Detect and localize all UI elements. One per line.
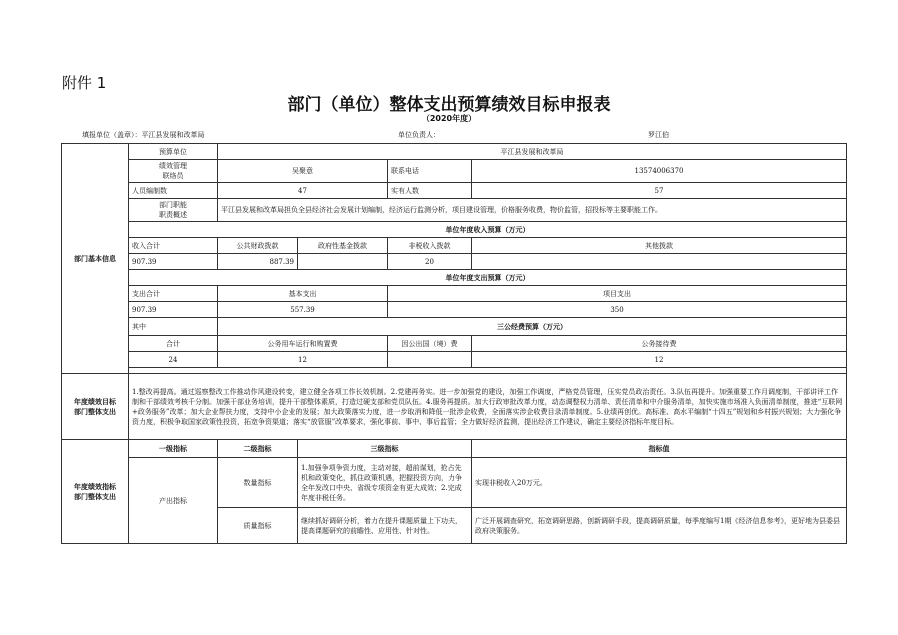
phone-value: 13574006370 xyxy=(472,160,847,183)
staff-actual-label: 实有人数 xyxy=(388,183,472,199)
indicator-value-quantity: 实现非税收入20万元。 xyxy=(472,458,847,508)
income-col-other: 其他拨款 xyxy=(472,238,847,254)
income-col-public: 公共财政拨款 xyxy=(218,238,298,254)
expense-val-project: 350 xyxy=(388,302,847,318)
expense-col-project: 项目支出 xyxy=(388,286,847,302)
expense-header: 单位年度支出预算（万元） xyxy=(129,270,847,286)
manager-value: 吴聚意 xyxy=(218,160,388,183)
fill-unit: 填报单位（盖章）：平江县发展和改革局 xyxy=(82,131,205,139)
income-val-total: 907.39 xyxy=(129,254,218,270)
income-col-nontax: 非税收入拨款 xyxy=(388,238,472,254)
income-val-nontax: 20 xyxy=(388,254,472,270)
indicator-header-value: 指标值 xyxy=(472,440,847,458)
form-title: 部门（单位）整体支出预算绩效目标申报表 xyxy=(287,95,611,115)
indicator-header-level3: 三级指标 xyxy=(298,440,472,458)
unit-head-label: 单位负责人： xyxy=(398,131,440,139)
among-label: 其中 xyxy=(129,318,218,336)
three-col-total: 合计 xyxy=(129,336,218,352)
three-col-reception: 公务接待费 xyxy=(472,336,847,352)
attachment-label: 附件 1 xyxy=(62,74,107,92)
staff-quota-value: 47 xyxy=(218,183,388,199)
phone-label: 联系电话 xyxy=(388,160,472,183)
duty-label: 部门职能 职责概述 xyxy=(129,199,218,222)
staff-quota-label: 人员编制数 xyxy=(129,183,218,199)
indicator-level2-quantity: 数量指标 xyxy=(218,458,298,508)
expense-col-total: 支出合计 xyxy=(129,286,218,302)
form-year: （2020年度） xyxy=(421,114,477,123)
income-val-fund xyxy=(298,254,388,270)
section-indicators: 年度绩效指标 部门整体支出 xyxy=(62,440,129,544)
duty-value: 平江县发展和改革局担负全县经济社会发展计划编制，经济运行监测分析，项目建设管理，价格服务收费，物价监管，招投标等主要职能工作。 xyxy=(218,199,847,222)
budget-form-table xyxy=(61,143,847,544)
indicator-level2-quality: 质量指标 xyxy=(218,508,298,544)
budget-unit-value: 平江县发展和改革局 xyxy=(218,144,847,160)
three-val-total: 24 xyxy=(129,352,218,368)
unit-head-name: 罗江伯 xyxy=(648,131,669,139)
expense-val-total: 907.39 xyxy=(129,302,218,318)
indicator-value-quality: 广泛开展调查研究，拓宽调研思路，创新调研手段，提高调研质量，每季度编写1期《经济信息参考》，更好地为县委县政府决策服务。 xyxy=(472,508,847,544)
three-val-vehicle: 12 xyxy=(218,352,388,368)
indicator-level1-output: 产出指标 xyxy=(129,458,218,544)
income-header: 单位年度收入预算（万元） xyxy=(129,222,847,238)
section-basic-info: 部门基本信息 xyxy=(62,144,129,374)
indicator-header-level2: 二级指标 xyxy=(218,440,298,458)
income-col-fund: 政府性基金拨款 xyxy=(298,238,388,254)
section-annual-goal: 年度绩效目标 部门整体支出 xyxy=(62,374,129,440)
expense-col-basic: 基本支出 xyxy=(218,286,388,302)
three-public-header: 三公经费预算（万元） xyxy=(218,318,847,336)
three-col-abroad: 因公出国（境）费 xyxy=(388,336,472,352)
income-val-other xyxy=(472,254,847,270)
indicator-level3-quantity: 1.加强争项争资力度，主动对接，超前谋划，抢占先机和政策变化，抓住政策机遇，把握投资方向，力争全年发改口中央、省级专项资金有更大成效；2.完成年度非税任务。 xyxy=(298,458,472,508)
income-val-public: 887.39 xyxy=(218,254,298,270)
budget-unit-label: 预算单位 xyxy=(129,144,218,160)
staff-actual-value: 57 xyxy=(472,183,847,199)
three-val-abroad xyxy=(388,352,472,368)
manager-label: 绩效管理 联络员 xyxy=(129,160,218,183)
annual-goal-text: 1.整改再提高。通过巡察整改工作推动作风建设转变，建立健全各项工作长效机制。2.党建再务实。进一步加强党的建设，加强工作调度，严格党员管理，压实党员政治责任。3.队伍再提升。加强重要工作月调度制，干部讲评工作制和干部绩效考核千分制。加强干部业务培训，提升干部整体素质，打造过硬支部和党员队伍。4.服务再提质。加大行政审批改革力度，动态调整权力清单、责任清单和中介服务清单，加快实施市场准入负面清单制度，推进“互联网+政务服务”改革；加大企业帮扶力度，支持中小企业的发展；加大政策落实力度，进一步取消和降低一批涉企收费，全面落实涉企收费目录清单制度。5.业绩再创优。高标准、高水平编制“十四五”规划和乡村振兴规划；大力强化争资力度，积极争取国家政策性投资，拓宽争资渠道；落实“放管服”改革要求，强化事前、事中、事后监管；全力做好经济监测，提出经济工作建议，确定主要经济指标年度目标。 xyxy=(129,374,847,440)
three-val-reception: 12 xyxy=(472,352,847,368)
expense-val-basic: 557.39 xyxy=(218,302,388,318)
indicator-header-level1: 一级指标 xyxy=(129,440,218,458)
indicator-level3-quality: 继续抓好调研分析，着力在提升课题质量上下功夫，提高课题研究的前瞻性、应用性、针对性。 xyxy=(298,508,472,544)
three-col-vehicle: 公务用车运行和购置费 xyxy=(218,336,388,352)
income-col-total: 收入合计 xyxy=(129,238,218,254)
